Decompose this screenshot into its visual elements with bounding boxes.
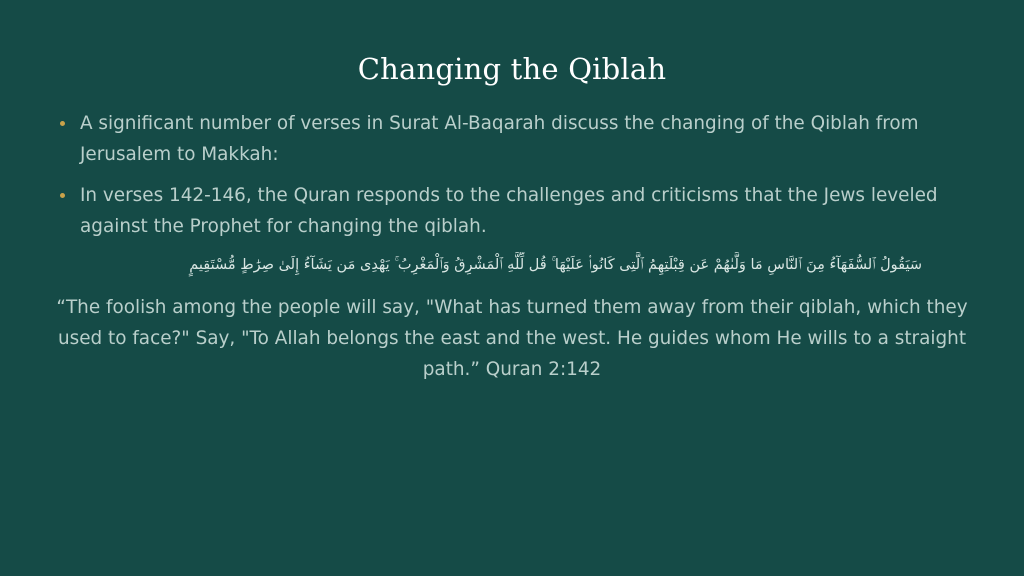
bullet-text: A significant number of verses in Surat Al-Baqarah discuss the changing of the Qiblah from Jerusalem to Makkah: (80, 113, 919, 165)
bullet-dot-icon (60, 121, 65, 126)
verse-translation: “The foolish among the people will say, "What has turned them away from their qiblah, which they used to face?" Say, "To Allah belongs the east and the west. He guides whom He wills to a straight path.” Quran 2:142 (56, 297, 968, 380)
arabic-verse: سَيَقُولُ ٱلسُّفَهَآءُ مِنَ ٱلنَّاسِ مَا وَلَّىٰهُمْ عَن قِبْلَتِهِمُ ٱلَّتِى كَانُوا۟ عَلَيْهَا ۚ قُل لِّلَّهِ ٱلْمَشْرِقُ وَٱلْمَغْرِبُ ۚ يَهْدِى مَن يَشَآءُ إِلَىٰ صِرَٰطٍ مُّسْتَقِيمٍ (189, 257, 922, 273)
bullet-text: In verses 142-146, the Quran responds to the challenges and criticisms that the Jews leveled against the Prophet for changing the qiblah. (80, 185, 938, 237)
bullet-item (60, 180, 960, 242)
bullet-dot-icon (60, 193, 65, 198)
bullet-list (60, 108, 960, 252)
bullet-item (60, 108, 960, 170)
slide-title: Changing the Qiblah (357, 52, 667, 86)
